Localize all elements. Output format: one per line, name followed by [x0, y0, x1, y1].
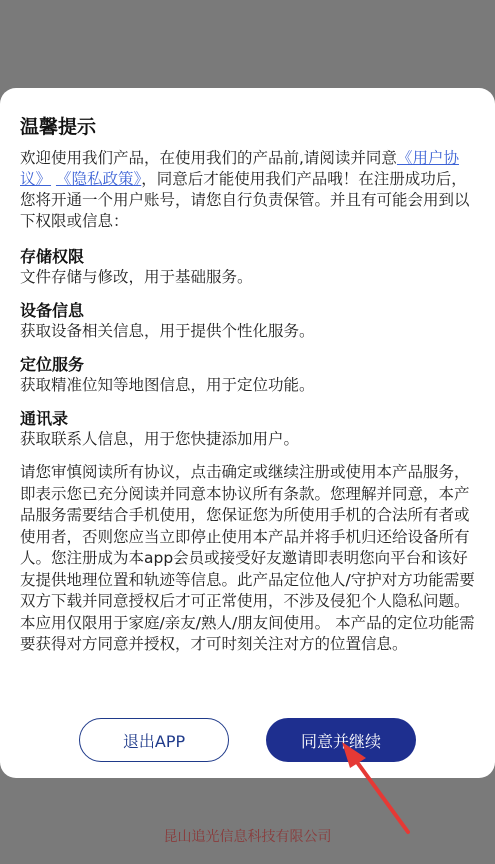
section-desc-device: 获取设备相关信息，用于提供个性化服务。: [20, 322, 315, 340]
intro-suffix: ，同意后才能使用我们产品哦！在注册成功后，您将开通一个用户账号，请您自行负责保管。并且有可能会用到以下权限或信息：: [20, 170, 470, 230]
exit-app-button[interactable]: 退出APP: [79, 718, 229, 762]
section-desc-contacts: 获取联系人信息，用于您快捷添加用户。: [20, 430, 300, 448]
intro-prefix: 欢迎使用我们产品，在使用我们的产品前,请阅读并同意: [20, 149, 397, 167]
company-name: 昆山追光信息科技有限公司: [163, 829, 332, 845]
section-title-device: 设备信息: [20, 301, 85, 320]
terms-text: 请您审慎阅读所有协议，点击确定或继续注册或使用本产品服务，即表示您已充分阅读并同意本协议所有条款。您理解并同意，本产品服务需要结合手机使用，您保证您为所使用手机的合法所有者或使用者，否则您应当立即停止使用本产品并将手机归还给设备所有人。您注册成为本app会员或接受好友邀请即表明您向平台和该好友提供地理位置和轨迹等信息。此产品定位他人/守护对方功能需要双方下载并同意授权后才可正常使用，不涉及侵犯个人隐私问题。本应用仅限用于家庭/亲友/熟人/朋友间使用。 本产品的定位功能需要获得对方同意并授权，才可时刻关注对方的位置信息。: [20, 463, 475, 653]
intro-text: [20, 148, 480, 232]
section-title-storage: 存储权限: [20, 247, 85, 266]
section-desc-storage: 文件存储与修改，用于基础服务。: [20, 268, 253, 286]
dialog-title: 温馨提示: [20, 116, 97, 138]
consent-dialog: [0, 88, 495, 778]
dialog-content[interactable]: [20, 148, 480, 714]
section-desc-location: 获取精准位知等地图信息，用于定位功能。: [20, 376, 315, 394]
section-title-contacts: 通讯录: [20, 409, 69, 428]
user-agreement-link[interactable]: 《用户协议》: [20, 149, 459, 188]
agree-continue-button[interactable]: 同意并继续: [266, 718, 416, 762]
section-title-location: 定位服务: [20, 355, 85, 374]
privacy-policy-link[interactable]: 《隐私政策》: [55, 170, 142, 188]
red-arrow-icon: [320, 740, 420, 840]
